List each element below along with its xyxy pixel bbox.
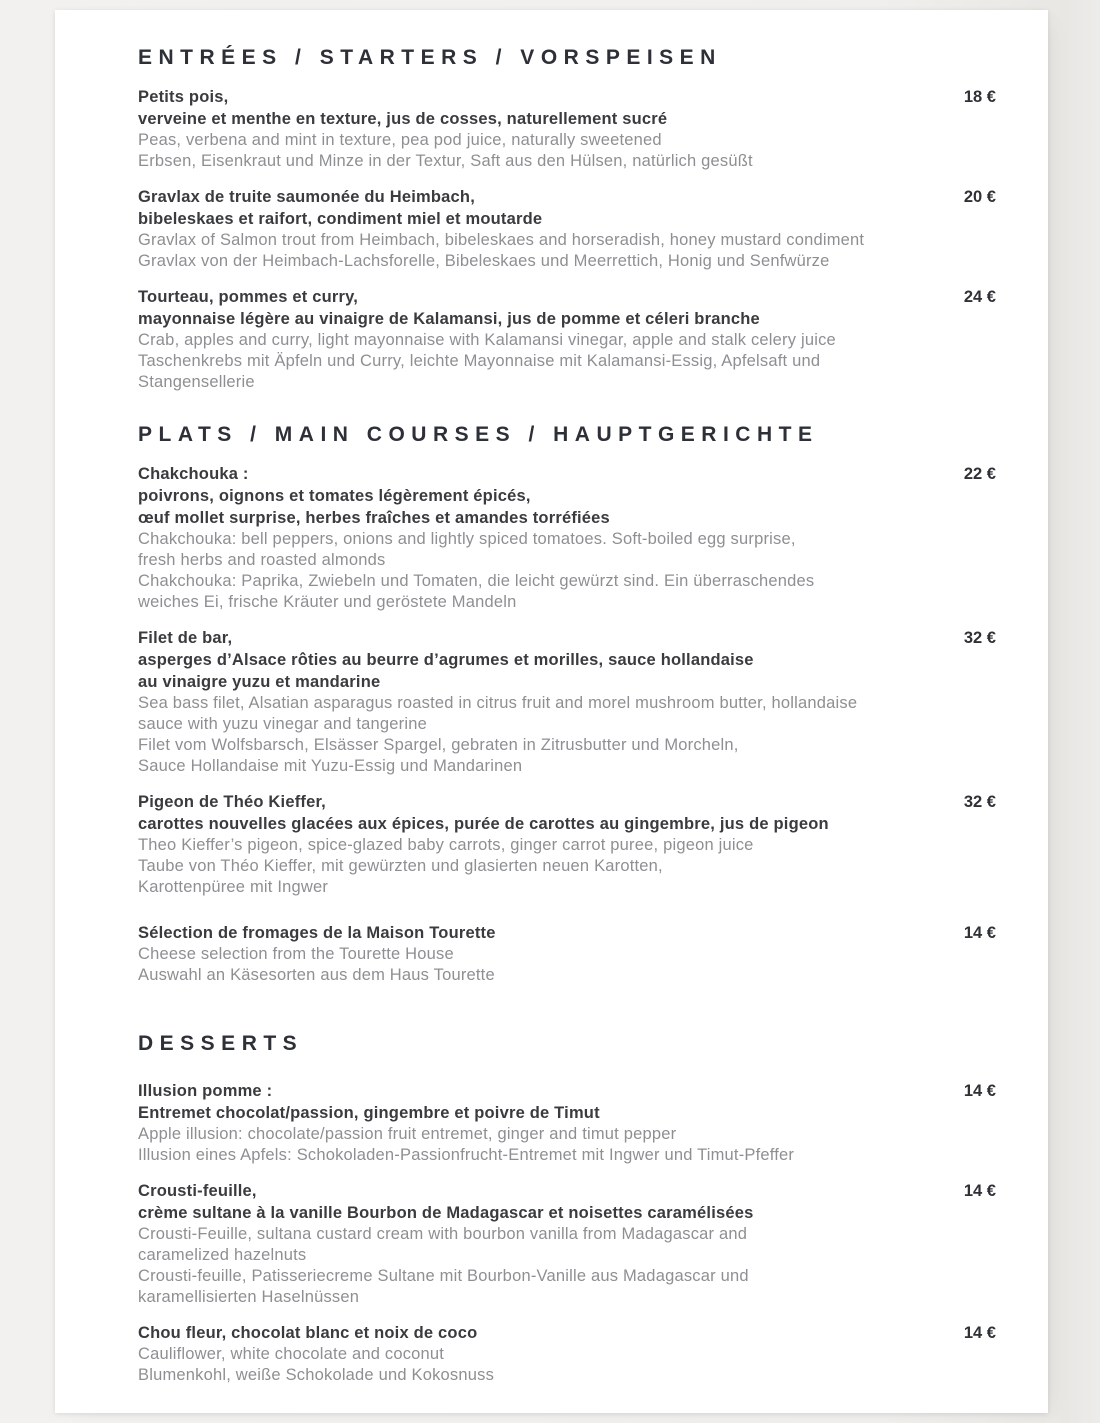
item-translation-line: Blumenkohl, weiße Schokolade und Kokosnuss <box>138 1366 495 1384</box>
item-name-line: poivrons, oignons et tomates légèrement épicés, <box>138 487 531 505</box>
item-price: 22 € <box>963 465 996 483</box>
menu-item-tourteau <box>138 286 996 393</box>
item-name-line: Pigeon de Théo Kieffer, <box>138 793 326 811</box>
item-name-line: au vinaigre yuzu et mandarine <box>138 673 381 691</box>
item-price: 24 € <box>963 288 996 306</box>
item-translation-line: Apple illusion: chocolate/passion fruit entremet, ginger and timut pepper <box>138 1125 677 1143</box>
item-name-line: Crousti-feuille, <box>138 1182 257 1200</box>
item-text <box>138 86 964 172</box>
item-translation-line: Gravlax of Salmon trout from Heimbach, bibeleskaes and horseradish, honey mustard condiment <box>138 231 865 249</box>
item-translation-line: Stangensellerie <box>138 373 255 391</box>
section-title-entrees: ENTRÉES / STARTERS / VORSPEISEN <box>138 46 722 69</box>
item-text <box>138 1322 964 1386</box>
item-name-line: mayonnaise légère au vinaigre de Kalamansi, jus de pomme et céleri branche <box>138 310 760 328</box>
item-text <box>138 463 964 613</box>
item-text <box>138 922 964 986</box>
item-price: 14 € <box>963 1324 996 1342</box>
item-text <box>138 286 964 393</box>
item-price: 14 € <box>963 1182 996 1200</box>
menu-item-pigeon <box>138 791 996 898</box>
item-translation-line: weiches Ei, frische Kräuter und geröstete Mandeln <box>138 593 517 611</box>
menu-item-illusion-pomme <box>138 1080 996 1166</box>
section-title-desserts: DESSERTS <box>138 1032 304 1055</box>
item-translation-line: Taube von Théo Kieffer, mit gewürzten und glasierten neuen Karotten, <box>138 857 663 875</box>
item-translation-line: karamellisierten Haselnüssen <box>138 1288 360 1306</box>
item-translation-line: Chakchouka: Paprika, Zwiebeln und Tomaten, die leicht gewürzt sind. Ein überraschendes <box>138 572 815 590</box>
item-translation-line: Crousti-feuille, Patisseriecreme Sultane mit Bourbon-Vanille aus Madagascar und <box>138 1267 749 1285</box>
item-price: 14 € <box>963 924 996 942</box>
item-translation-line: caramelized hazelnuts <box>138 1246 307 1264</box>
item-name-line: Tourteau, pommes et curry, <box>138 288 359 306</box>
item-translation-line: Chakchouka: bell peppers, onions and lightly spiced tomatoes. Soft-boiled egg surprise, <box>138 530 796 548</box>
menu-item-filet-de-bar <box>138 627 996 777</box>
section-title-plats: PLATS / MAIN COURSES / HAUPTGERICHTE <box>138 423 819 446</box>
item-translation-line: Karottenpüree mit Ingwer <box>138 878 329 896</box>
item-text <box>138 1080 964 1166</box>
item-name-line: Filet de bar, <box>138 629 233 647</box>
item-text <box>138 627 964 777</box>
menu-item-chakchouka <box>138 463 996 613</box>
menu-item-gravlax <box>138 186 996 272</box>
item-name-line: Gravlax de truite saumonée du Heimbach, <box>138 188 475 206</box>
item-translation-line: Theo Kieffer’s pigeon, spice-glazed baby carrots, ginger carrot puree, pigeon juice <box>138 836 754 854</box>
menu-item-chou-fleur <box>138 1322 996 1386</box>
item-text <box>138 186 964 272</box>
item-price: 32 € <box>963 793 996 811</box>
item-translation-line: Filet vom Wolfsbarsch, Elsässer Spargel, gebraten in Zitrusbutter und Morcheln, <box>138 736 739 754</box>
item-translation-line: Gravlax von der Heimbach-Lachsforelle, Bibeleskaes und Meerrettich, Honig und Senfwürze <box>138 252 830 270</box>
item-name-line: Chou fleur, chocolat blanc et noix de coco <box>138 1324 478 1342</box>
item-name-line: bibeleskaes et raifort, condiment miel et moutarde <box>138 210 543 228</box>
menu-item-crousti-feuille <box>138 1180 996 1308</box>
item-name-line: crème sultane à la vanille Bourbon de Madagascar et noisettes caramélisées <box>138 1204 754 1222</box>
item-translation-line: Taschenkrebs mit Äpfeln und Curry, leichte Mayonnaise mit Kalamansi-Essig, Apfelsaft und <box>138 352 821 370</box>
item-translation-line: Auswahl an Käsesorten aus dem Haus Tourette <box>138 966 495 984</box>
item-price: 32 € <box>963 629 996 647</box>
item-translation-line: Erbsen, Eisenkraut und Minze in der Textur, Saft aus den Hülsen, natürlich gesüßt <box>138 152 753 170</box>
item-price: 18 € <box>963 88 996 106</box>
item-translation-line: Illusion eines Apfels: Schokoladen-Passionfrucht-Entremet mit Ingwer und Timut-Pfeffer <box>138 1146 795 1164</box>
item-name-line: Petits pois, <box>138 88 229 106</box>
item-price: 20 € <box>963 188 996 206</box>
item-name-line: Entremet chocolat/passion, gingembre et poivre de Timut <box>138 1104 600 1122</box>
item-translation-line: sauce with yuzu vinegar and tangerine <box>138 715 427 733</box>
item-text <box>138 791 964 898</box>
menu-page <box>55 10 1048 1413</box>
item-name-line: Chakchouka : <box>138 465 249 483</box>
item-translation-line: Sea bass filet, Alsatian asparagus roasted in citrus fruit and morel mushroom butter, hollandaise <box>138 694 858 712</box>
item-text <box>138 1180 964 1308</box>
item-translation-line: Crab, apples and curry, light mayonnaise with Kalamansi vinegar, apple and stalk celery juice <box>138 331 836 349</box>
menu-item-fromages <box>138 922 996 986</box>
item-name-line: Illusion pomme : <box>138 1082 273 1100</box>
section-plats <box>138 423 996 986</box>
item-name-line: œuf mollet surprise, herbes fraîches et amandes torréfiées <box>138 509 610 527</box>
item-price: 14 € <box>963 1082 996 1100</box>
item-translation-line: Cauliflower, white chocolate and coconut <box>138 1345 445 1363</box>
menu-item-petits-pois <box>138 86 996 172</box>
item-translation-line: Crousti-Feuille, sultana custard cream with bourbon vanilla from Madagascar and <box>138 1225 748 1243</box>
item-name-line: asperges d’Alsace rôties au beurre d’agrumes et morilles, sauce hollandaise <box>138 651 754 669</box>
section-entrees <box>138 46 996 393</box>
item-name-line: Sélection de fromages de la Maison Tourette <box>138 924 496 942</box>
item-translation-line: Cheese selection from the Tourette House <box>138 945 454 963</box>
item-translation-line: Sauce Hollandaise mit Yuzu-Essig und Mandarinen <box>138 757 523 775</box>
item-name-line: verveine et menthe en texture, jus de cosses, naturellement sucré <box>138 110 668 128</box>
item-name-line: carottes nouvelles glacées aux épices, purée de carottes au gingembre, jus de pigeon <box>138 815 829 833</box>
item-translation-line: fresh herbs and roasted almonds <box>138 551 386 569</box>
item-translation-line: Peas, verbena and mint in texture, pea pod juice, naturally sweetened <box>138 131 662 149</box>
section-desserts <box>138 1032 996 1386</box>
